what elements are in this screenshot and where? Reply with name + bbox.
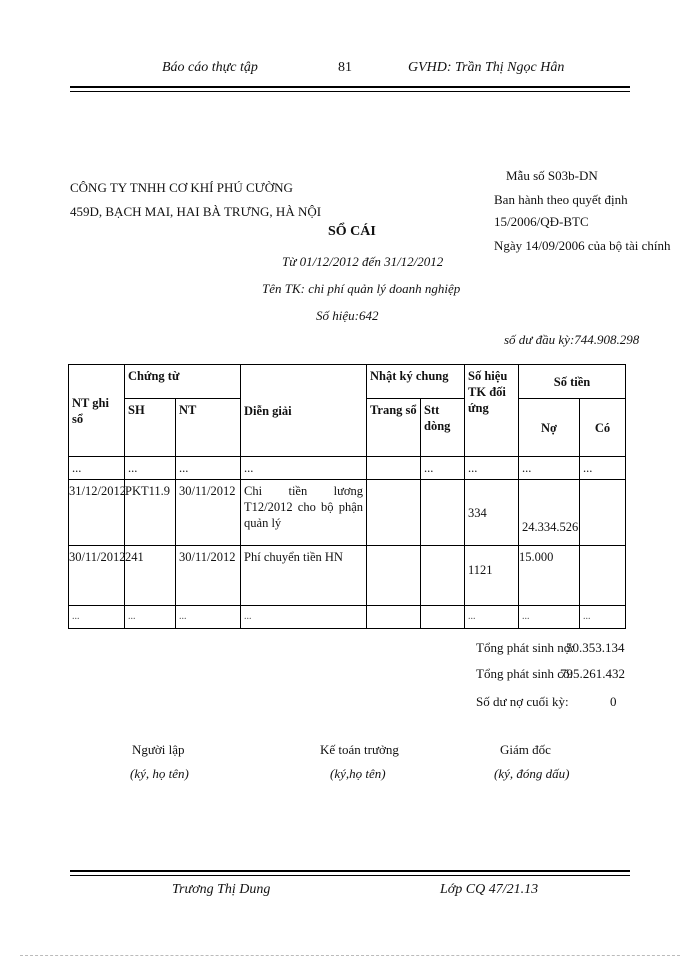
table-cell: ...: [580, 457, 626, 480]
page-break-line: [20, 955, 680, 956]
total-credit-value: 795.261.432: [560, 666, 625, 681]
table-cell: [421, 606, 465, 629]
total-debit-label: Tổng phát sinh nợ:: [476, 640, 575, 655]
form-decision: 15/2006/QĐ-BTC: [494, 214, 589, 229]
table-cell: ...: [69, 606, 125, 629]
table-cell-co: [580, 480, 626, 546]
total-debit-value: 50.353.134: [566, 640, 625, 655]
table-cell: ...: [580, 606, 626, 629]
table-row: [69, 480, 626, 546]
form-code: Mẫu số S03b-DN: [506, 168, 598, 183]
signature-role-director: Giám đốc: [500, 742, 551, 757]
form-issued: Ban hành theo quyết định: [494, 192, 628, 207]
table-cell-co: [580, 546, 626, 606]
header-right: GVHD: Trần Thị Ngọc Hân: [408, 60, 565, 75]
table-row-ellipsis: [69, 457, 626, 480]
closing-balance-value: 0: [610, 694, 617, 709]
table-cell: ...: [176, 606, 241, 629]
signature-note-preparer: (ký, họ tên): [130, 766, 189, 781]
table-cell: ...: [241, 457, 367, 480]
footer-rule-thin: [70, 875, 630, 876]
header-rule-thin: [70, 91, 630, 92]
header-rule: [70, 86, 630, 88]
closing-balance-label: Số dư nợ cuối kỳ:: [476, 694, 569, 709]
company-name: CÔNG TY TNHH CƠ KHÍ PHÚ CƯỜNG: [70, 180, 293, 195]
page-title: SỔ CÁI: [328, 224, 376, 239]
table-cell-dien-giai: Chi tiền lương T12/2012 cho bộ phận quản lý: [241, 480, 367, 546]
table-cell-nt: 30/11/2012: [176, 480, 241, 546]
footer-rule: [70, 870, 630, 872]
table-cell-sh: PKT11.9: [125, 480, 176, 546]
col-header-trang-so: Trang sổ: [367, 399, 421, 457]
col-header-chung-tu: Chứng từ: [125, 365, 241, 399]
col-header-so-tien: Số tiền: [519, 365, 626, 399]
table-cell: [367, 457, 421, 480]
table-cell: [367, 606, 421, 629]
table-cell: ...: [125, 457, 176, 480]
table-cell: ...: [421, 457, 465, 480]
table-cell: ...: [176, 457, 241, 480]
col-header-dien-giai: Diễn giải: [241, 365, 367, 457]
table-cell-nt: 30/11/2012: [176, 546, 241, 606]
col-header-tk-doi-ung: Số hiệu TK đối ứng: [465, 365, 519, 457]
table-cell-nt-ghi-so: 31/12/2012: [69, 480, 125, 546]
table-cell-tk-doi-ung: 334: [465, 480, 519, 546]
page-number: 81: [338, 60, 352, 75]
col-header-nt: NT: [176, 399, 241, 457]
table-cell-trang-so: [367, 480, 421, 546]
table-cell-no: 15.000: [519, 546, 580, 606]
table-cell: ...: [241, 606, 367, 629]
total-credit-label: Tổng phát sinh có:: [476, 666, 574, 681]
col-header-nhat-ky-chung: Nhật ký chung: [367, 365, 465, 399]
table-cell-stt-dong: [421, 480, 465, 546]
table-cell-sh: 241: [125, 546, 176, 606]
table-cell-tk-doi-ung: 1121: [465, 546, 519, 606]
table-row-trailing: [69, 606, 626, 629]
col-header-nt-ghi-so: NT ghi sổ: [69, 365, 125, 457]
signature-note-director: (ký, đóng dấu): [494, 766, 570, 781]
footer-author: Trương Thị Dung: [172, 882, 271, 897]
signature-role-preparer: Người lập: [132, 742, 185, 757]
period: Từ 01/12/2012 đến 31/12/2012: [282, 254, 444, 269]
col-header-no: Nợ: [519, 399, 580, 457]
table-cell: ...: [519, 457, 580, 480]
form-date: Ngày 14/09/2006 của bộ tài chính: [494, 238, 671, 253]
table-cell: ...: [69, 457, 125, 480]
account-number: Số hiệu:642: [316, 308, 379, 323]
signature-role-chief-accountant: Kế toán trưởng: [320, 742, 399, 757]
col-header-co: Có: [580, 399, 626, 457]
signature-note-chief-accountant: (ký,họ tên): [330, 766, 386, 781]
opening-balance: số dư đầu kỳ:744.908.298: [504, 332, 640, 347]
footer-class: Lớp CQ 47/21.13: [440, 882, 539, 897]
table-cell: ...: [465, 606, 519, 629]
table-cell-stt-dong: [421, 546, 465, 606]
col-header-stt-dong: Stt dòng: [421, 399, 465, 457]
ledger-table: [68, 364, 626, 629]
table-cell-no: 24.334.526: [519, 480, 580, 546]
header-left: Báo cáo thực tập: [162, 60, 258, 75]
table-cell-trang-so: [367, 546, 421, 606]
table-cell-nt-ghi-so: 30/11/2012: [69, 546, 125, 606]
company-address: 459D, BẠCH MAI, HAI BÀ TRƯNG, HÀ NỘI: [70, 204, 322, 219]
table-row: [69, 546, 626, 606]
table-cell: ...: [465, 457, 519, 480]
table-cell: ...: [519, 606, 580, 629]
account-name: Tên TK: chi phí quản lý doanh nghiệp: [262, 281, 461, 296]
table-cell: ...: [125, 606, 176, 629]
table-cell-dien-giai: Phí chuyển tiền HN: [241, 546, 367, 606]
col-header-sh: SH: [125, 399, 176, 457]
